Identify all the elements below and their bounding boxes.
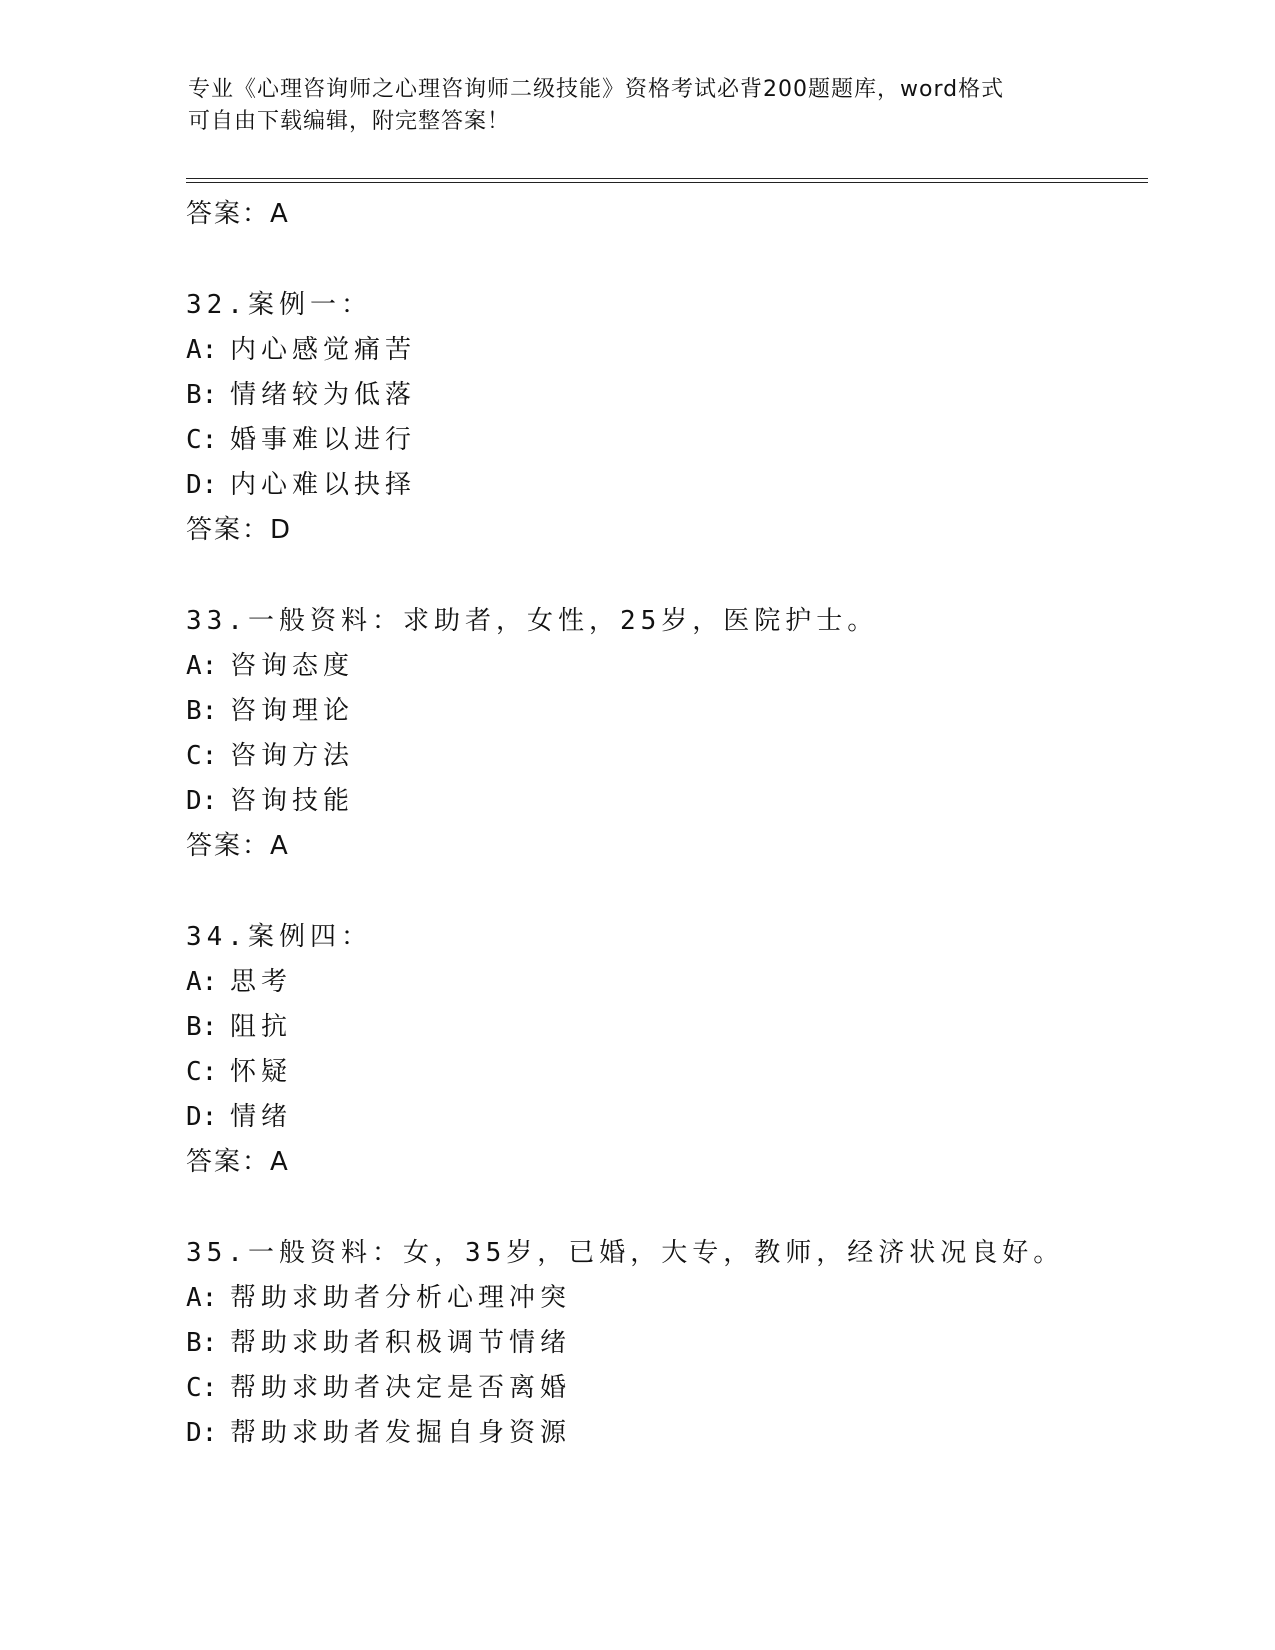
option-text: 婚事难以进行 xyxy=(230,425,417,455)
option-text: 情绪较为低落 xyxy=(230,380,417,410)
document-header xyxy=(188,74,1088,138)
option-letter: D: xyxy=(186,786,218,816)
answer-32: 答案：D xyxy=(186,515,293,545)
option-letter: D: xyxy=(186,470,218,500)
option-32-a xyxy=(186,328,1064,373)
option-text: 阻抗 xyxy=(230,1012,293,1042)
question-35: 35.一般资料：女，35岁，已婚，大专，教师，经济状况良好。 xyxy=(186,1238,1065,1268)
answer-33: 答案：A xyxy=(186,831,290,861)
option-letter: A: xyxy=(186,335,218,365)
header-line-1: 专业《心理咨询师之心理咨询师二级技能》资格考试必背200题题库，word格式 xyxy=(188,77,1005,102)
option-letter: A: xyxy=(186,1283,218,1313)
option-text: 内心感觉痛苦 xyxy=(230,335,417,365)
option-text: 咨询方法 xyxy=(230,741,355,771)
header-line-2: 可自由下载编辑，附完整答案！ xyxy=(188,109,511,134)
option-text: 帮助求助者决定是否离婚 xyxy=(230,1373,572,1403)
option-text: 咨询技能 xyxy=(230,786,355,816)
answer-line: 答案：A xyxy=(186,199,290,229)
option-text: 咨询态度 xyxy=(230,651,355,681)
option-text: 咨询理论 xyxy=(230,696,355,726)
header-rule xyxy=(186,178,1148,183)
option-letter: B: xyxy=(186,380,218,410)
question-32: 32.案例一： xyxy=(186,290,372,320)
option-33-b xyxy=(186,689,1064,734)
option-letter: B: xyxy=(186,1328,218,1358)
option-32-c xyxy=(186,418,1064,463)
option-34-a xyxy=(186,960,1064,1005)
option-letter: C: xyxy=(186,425,218,455)
answer-34: 答案：A xyxy=(186,1147,290,1177)
option-text: 帮助求助者分析心理冲突 xyxy=(230,1283,572,1313)
option-text: 帮助求助者积极调节情绪 xyxy=(230,1328,572,1358)
option-letter: A: xyxy=(186,651,218,681)
option-35-c xyxy=(186,1366,1064,1411)
option-33-d xyxy=(186,779,1064,824)
option-33-a xyxy=(186,644,1064,689)
option-text: 思考 xyxy=(230,967,293,997)
option-letter: D: xyxy=(186,1102,218,1132)
option-letter: D: xyxy=(186,1418,218,1448)
option-35-a xyxy=(186,1276,1064,1321)
option-text: 情绪 xyxy=(230,1102,293,1132)
option-letter: A: xyxy=(186,967,218,997)
option-35-d xyxy=(186,1411,1064,1456)
question-33: 33.一般资料：求助者，女性，25岁，医院护士。 xyxy=(186,606,879,636)
option-letter: C: xyxy=(186,741,218,771)
option-text: 怀疑 xyxy=(230,1057,293,1087)
option-32-b xyxy=(186,373,1064,418)
option-letter: C: xyxy=(186,1057,218,1087)
option-letter: B: xyxy=(186,696,218,726)
option-34-d xyxy=(186,1095,1064,1140)
option-35-b xyxy=(186,1321,1064,1366)
option-33-c xyxy=(186,734,1064,779)
question-list xyxy=(186,192,1064,1456)
option-letter: C: xyxy=(186,1373,218,1403)
option-34-c xyxy=(186,1050,1064,1095)
question-34: 34.案例四： xyxy=(186,922,372,952)
option-text: 内心难以抉择 xyxy=(230,470,417,500)
option-32-d xyxy=(186,463,1064,508)
option-34-b xyxy=(186,1005,1064,1050)
option-text: 帮助求助者发掘自身资源 xyxy=(230,1418,572,1448)
option-letter: B: xyxy=(186,1012,218,1042)
